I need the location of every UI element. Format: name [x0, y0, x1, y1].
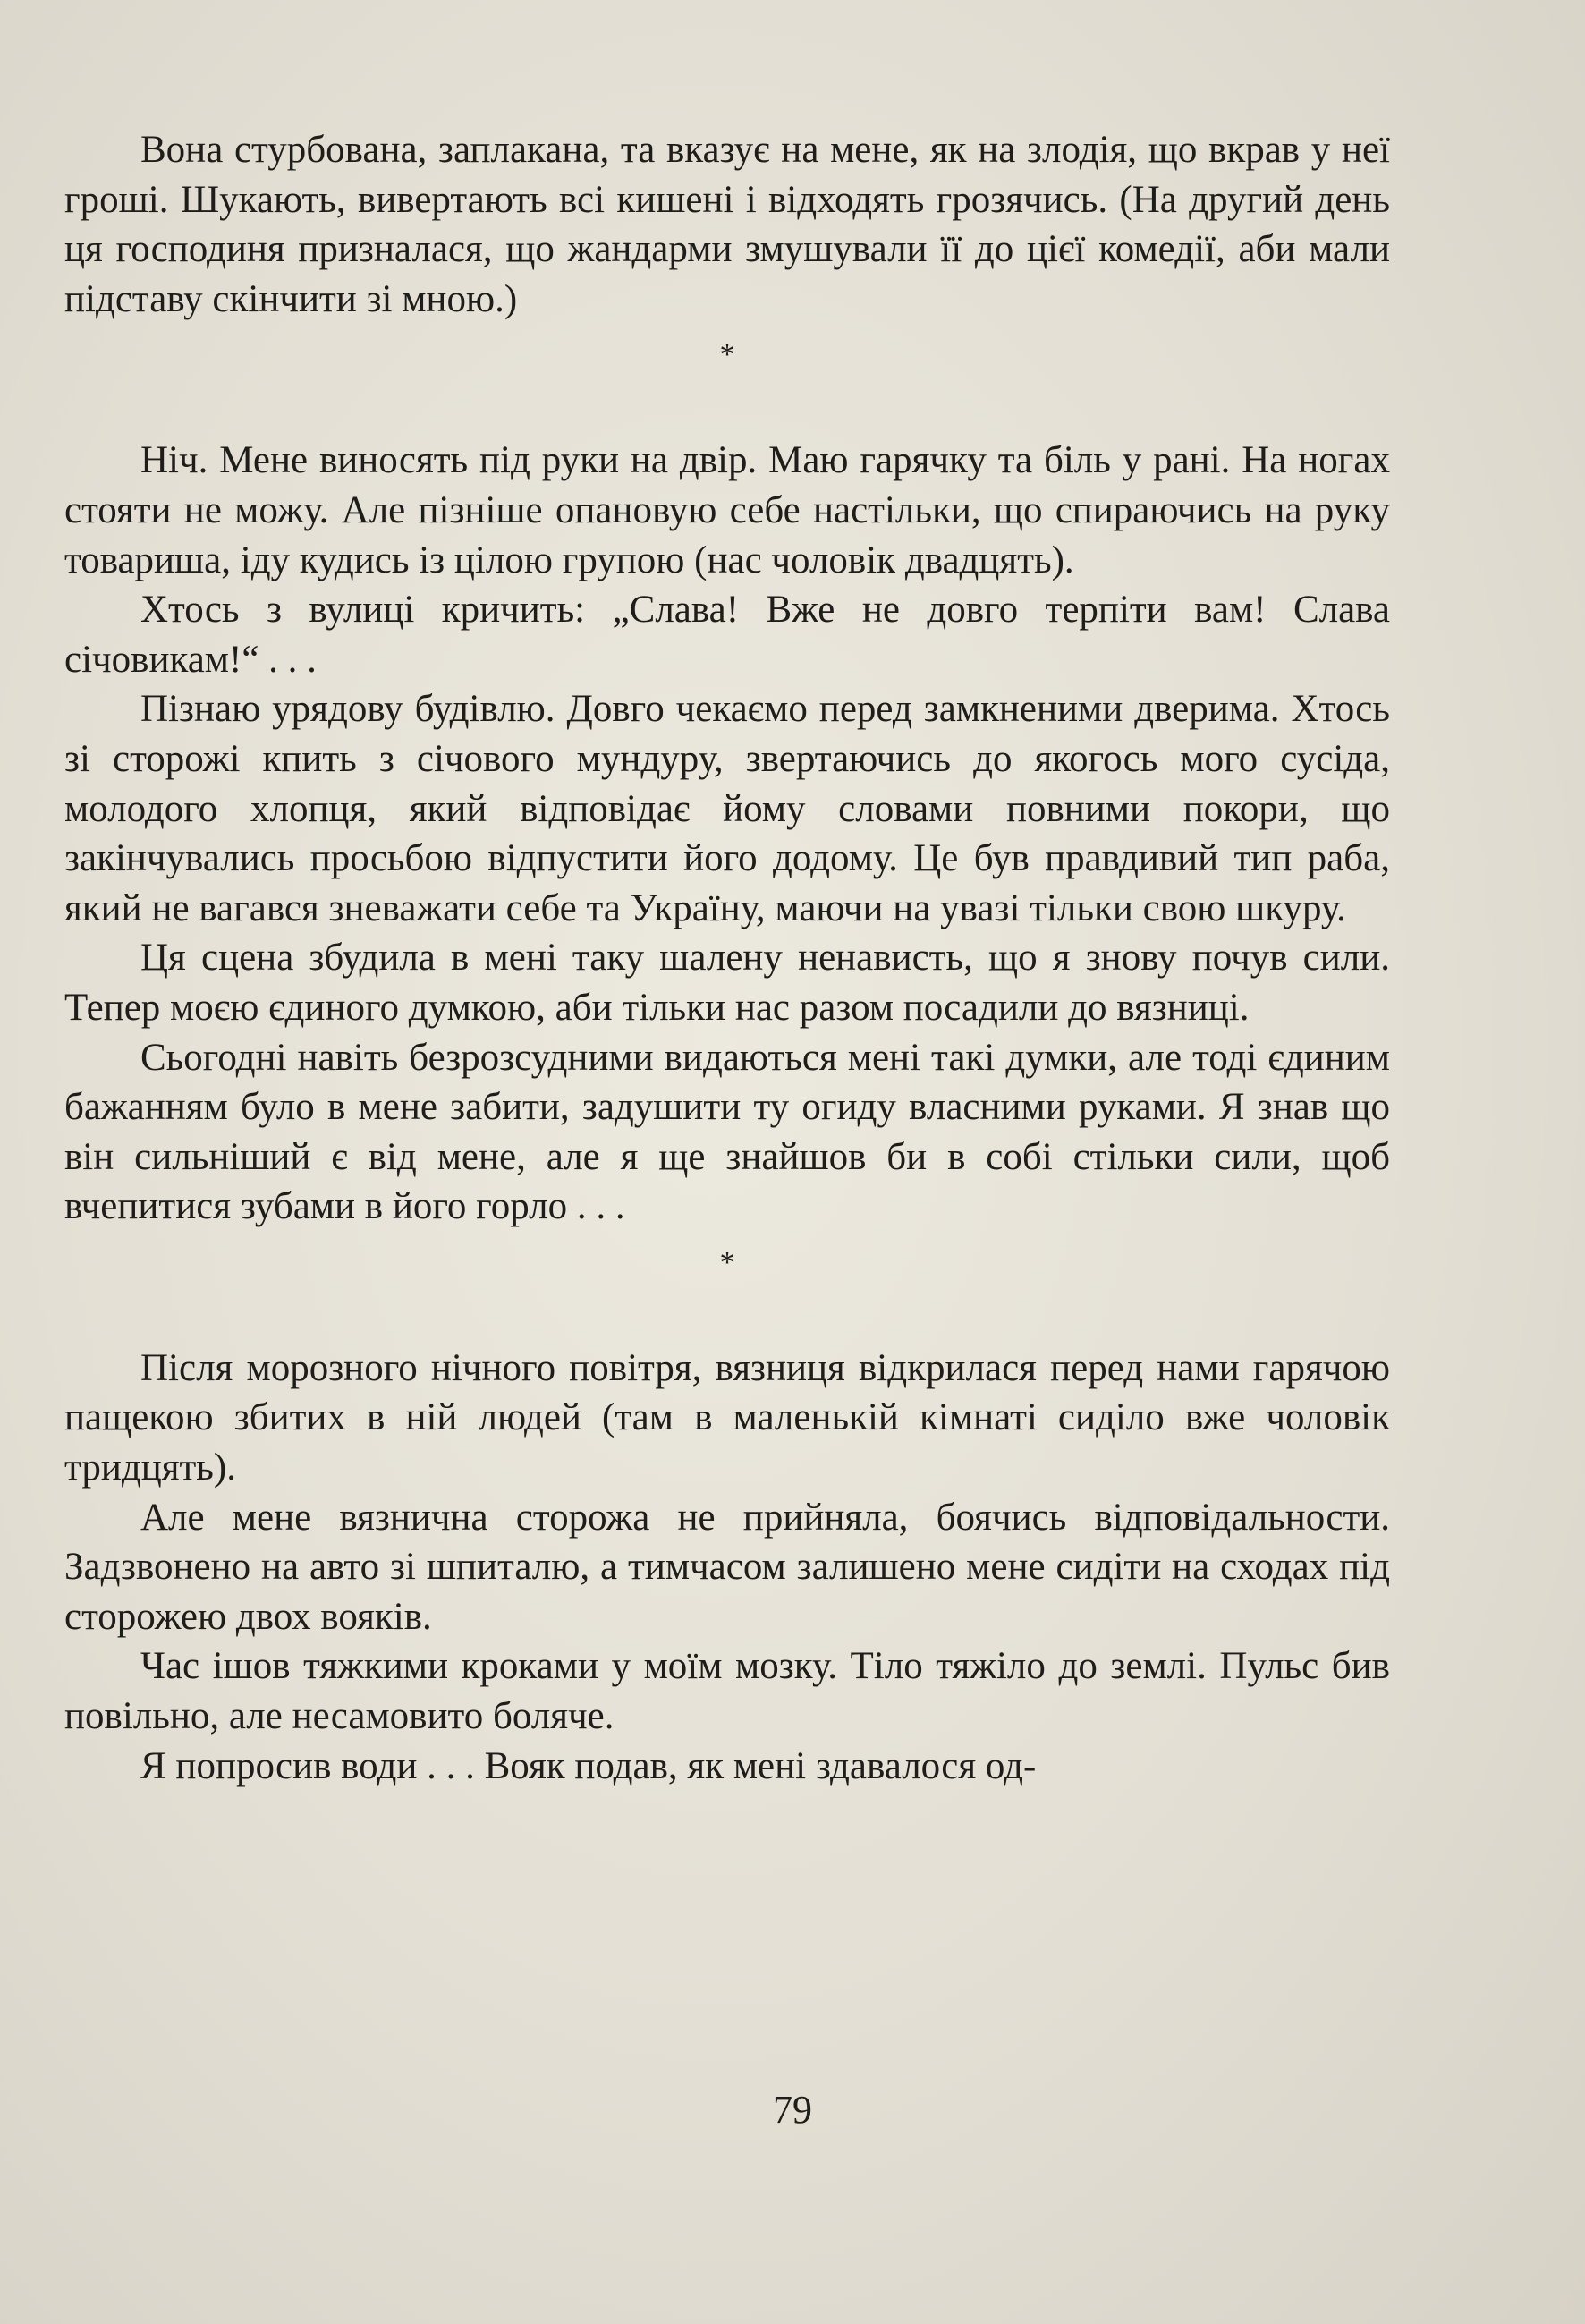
- paragraph: Ніч. Мене виносять під руки на двір. Маю гарячку та біль у рані. На ногах стояти не можу. Але пізніше опановую себе настільки, що спираючись на руку товариша, іду кудись із цілою групою (нас чоловік двадцять).: [64, 439, 1390, 581]
- page-number: 79: [773, 2088, 812, 2132]
- paragraph: Після морозного нічного повітря, вязниця відкрилася перед нами гарячою пащекою збитих в ній людей (там в маленькій кімнаті сиділо вже чоловік тридцять).: [64, 1346, 1390, 1489]
- paragraph: Хтось з вулиці кричить: „Слава! Вже не довго терпіти вам! Слава січовикам!“ . . .: [64, 589, 1390, 681]
- paragraph: Вона стурбована, заплакана, та вказує на мене, як на злодія, що вкрав у неї гроші. Шукають, вивертають всі кишені і відходять грозячись. (На другий день ця господиня призналася, що жандарми змушували її до цієї комедії, аби мали підставу скінчити зі мною.): [64, 129, 1390, 320]
- paragraph: Пізнаю урядову будівлю. Довго чекаємо перед замкненими дверима. Хтось зі сторожі кпить з січового мундуру, звертаючись до якогось мого сусіда, молодого хлопця, який відповідає йому словами повними покори, що закінчувались просьбою відпустити його додому. Це був правдивий тип раба, який не вагався зневажати себе та Україну, маючи на увазі тільки свою шкуру.: [64, 688, 1390, 929]
- paragraph: Але мене вязнична сторожа не прийняла, боячись відповідальности. Задзвонено на авто зі шпиталю, а тимчасом залишено мене сидіти на сходах під сторожею двох вояків.: [64, 1496, 1390, 1638]
- paragraph: Я попросив води . . . Вояк подав, як мені здавалося од-: [140, 1744, 1037, 1787]
- paragraph: Сьогодні навіть безрозсудними видаються мені такі думки, але тоді єдиним бажанням було в мене забити, задушити ту огиду власними руками. Я знав що він сильніший є від мене, але я ще знайшов би в собі стільки сили, щоб вчепитися зубами в його горло . . .: [64, 1036, 1390, 1228]
- paragraph: Час ішов тяжкими кроками у моїм мозку. Тіло тяжіло до землі. Пульс бив повільно, але несамовито боляче.: [64, 1645, 1390, 1738]
- section-separator: *: [719, 1245, 735, 1279]
- page-text: [64, 125, 1390, 1791]
- section-separator: *: [719, 338, 735, 372]
- paragraph: Ця сцена збудила в мені таку шалену ненависть, що я знову почув сили. Тепер моєю єдиного думкою, аби тільки нас разом посадили до вязниці.: [64, 937, 1390, 1029]
